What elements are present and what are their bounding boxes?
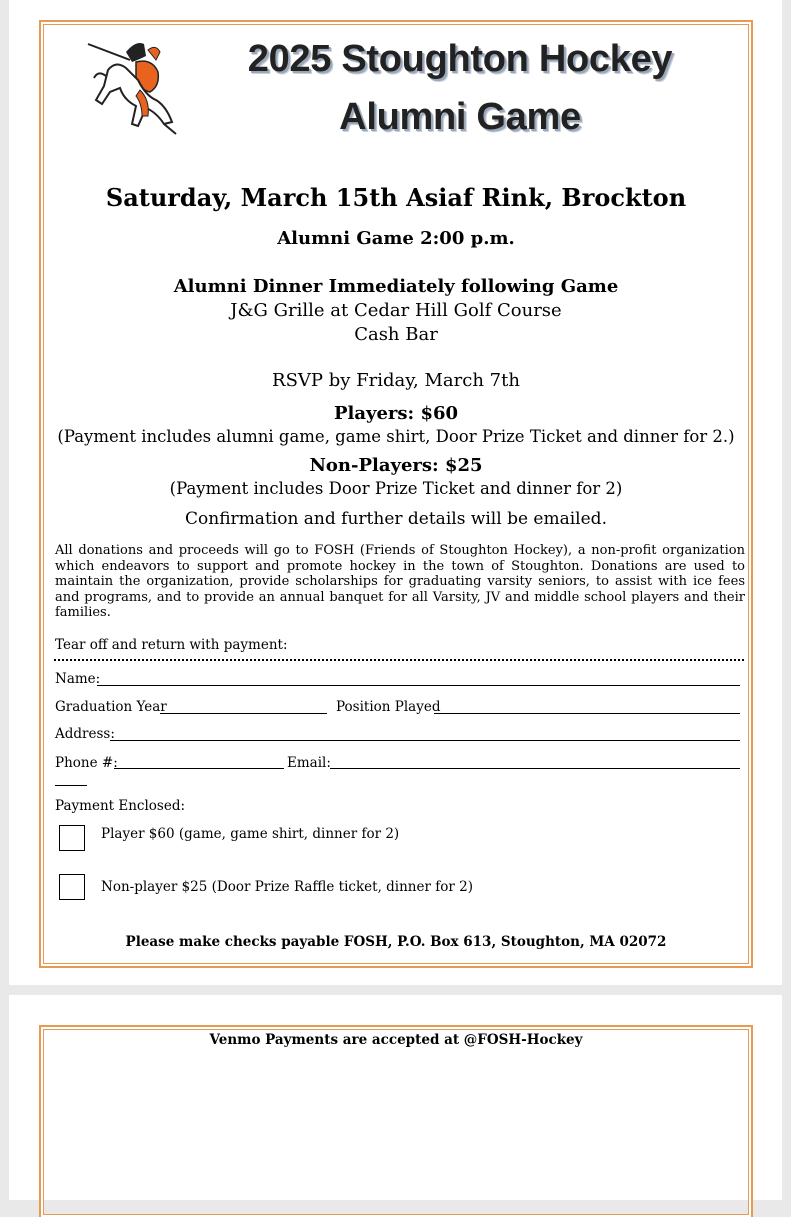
grad-year-field[interactable] (160, 713, 327, 714)
players-note: (Payment includes alumni game, game shirt, Door Prize Ticket and dinner for 2.) (57, 427, 735, 446)
players-price: Players: $60 (333, 403, 459, 424)
nonplayers-price: Non-Players: $25 (309, 455, 483, 476)
address-label: Address: (55, 726, 115, 742)
email-label: Email: (287, 755, 331, 771)
confirmation-note: Confirmation and further details will be emailed. (185, 509, 607, 529)
phone-continuation-line (55, 785, 87, 786)
game-time: Alumni Game 2:00 p.m. (277, 228, 515, 249)
player-option-label: Player $60 (game, game shirt, dinner for 2) (101, 826, 400, 842)
phone-field[interactable] (114, 768, 284, 769)
title-line-2: Alumni Game (339, 96, 581, 138)
page-gap (0, 985, 791, 995)
phone-label: Phone #: (55, 755, 118, 771)
donations-paragraph: All donations and proceeds will go to FOSH (Friends of Stoughton Hockey), a non-profit organization which endeavors to support and promote hockey in the town of Stoughton. Donations are used to maintain the organization, provide scholarships for graduating varsity seniors, to assist with ice fees and programs, and to provide an annual banquet for all Varsity, JV and middle school players and their families. (55, 543, 745, 620)
event-date-location: Saturday, March 15th Asiaf Rink, Brockton (105, 183, 687, 212)
payment-label: Payment Enclosed: (55, 798, 186, 814)
address-field[interactable] (110, 740, 740, 741)
tear-off-label: Tear off and return with payment: (55, 637, 288, 653)
title-line-1: 2025 Stoughton Hockey (247, 38, 673, 80)
name-label: Name: (55, 671, 101, 687)
grad-year-label: Graduation Year (55, 699, 167, 715)
position-label: Position Played (336, 699, 441, 715)
venmo-border (39, 1025, 753, 1217)
dinner-venue: J&G Grille at Cedar Hill Golf Course (230, 300, 562, 321)
dinner-heading: Alumni Dinner Immediately following Game (173, 276, 619, 297)
dinner-bar: Cash Bar (354, 324, 438, 345)
email-field[interactable] (330, 768, 740, 769)
nonplayers-note: (Payment includes Door Prize Ticket and dinner for 2) (169, 479, 623, 498)
checks-payable-note: Please make checks payable FOSH, P.O. Box 613, Stoughton, MA 02072 (125, 934, 667, 950)
tear-off-line (54, 659, 744, 661)
nonplayer-option-label: Non-player $25 (Door Prize Raffle ticket, dinner for 2) (101, 879, 473, 895)
name-field[interactable] (97, 685, 740, 686)
player-checkbox[interactable] (59, 825, 85, 851)
position-field[interactable] (434, 713, 740, 714)
venmo-note: Venmo Payments are accepted at @FOSH-Hockey (209, 1032, 583, 1048)
nonplayer-checkbox[interactable] (59, 874, 85, 900)
rsvp-deadline: RSVP by Friday, March 7th (272, 370, 520, 391)
